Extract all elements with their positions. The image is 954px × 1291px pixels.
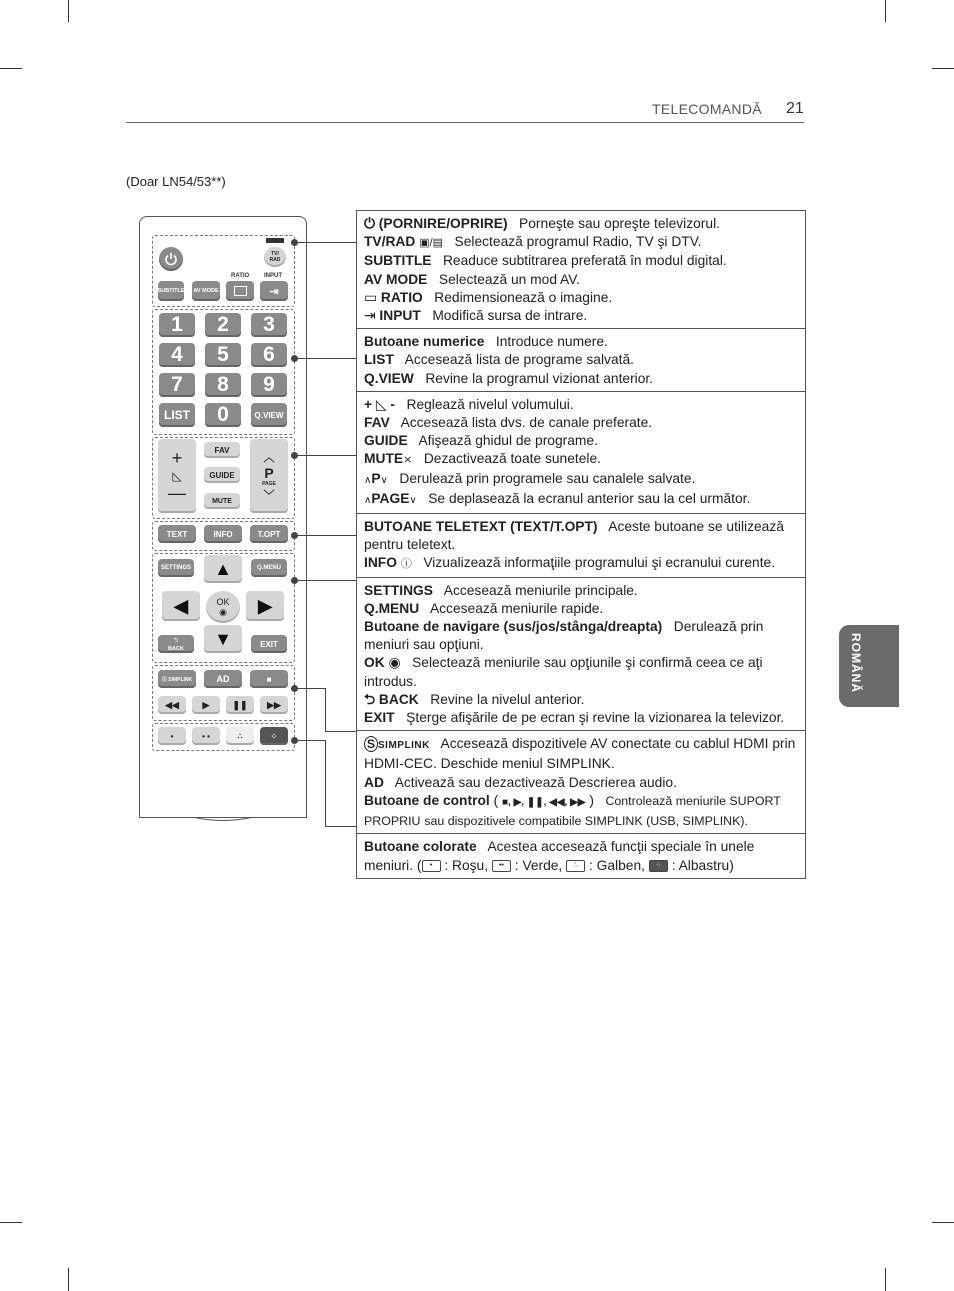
ad-button: AD <box>204 670 242 688</box>
crop-mark <box>68 1268 69 1291</box>
mute-icon: ⨯ <box>403 454 413 467</box>
power-desc: Porneşte sau opreşte televizorul. <box>519 216 720 231</box>
avmode-label: AV MODE <box>364 271 428 287</box>
digit-4-button: 4 <box>159 343 195 367</box>
digit-3-button: 3 <box>251 313 287 337</box>
settings-label: SETTINGS <box>364 582 433 598</box>
control-open-paren: ( <box>493 792 499 808</box>
blue-key-icon: ⁘ <box>649 860 668 872</box>
stop-icon: ■ <box>266 674 272 684</box>
exit-button: EXIT <box>251 635 287 653</box>
blue-button: ⁘ <box>260 727 288 745</box>
guide-button: GUIDE <box>204 467 240 483</box>
mute-button: MUTE <box>204 493 240 509</box>
mute-desc: Dezactivează toate sunetele. <box>423 451 601 467</box>
ok-label: OK <box>216 596 230 607</box>
power-label: (PORNIRE/OPRIRE) <box>378 216 508 231</box>
fastforward-button <box>260 696 288 714</box>
crop-mark <box>932 68 954 69</box>
ok-label: OK <box>364 655 385 671</box>
nav-desc: Derulează prin meniuri sau opţiuni. <box>364 619 764 653</box>
crop-mark <box>885 1268 886 1291</box>
connector-line <box>325 826 356 827</box>
tvrad-icon: ▣/▤ <box>419 237 444 250</box>
simplink-icon: S SIMPLINK <box>364 737 430 751</box>
tvrad-label: TV/RAD <box>364 234 416 250</box>
up-button <box>204 555 242 583</box>
vol-minus: - <box>390 396 395 412</box>
green-text: : Verde, <box>514 857 563 873</box>
info-icon: ⓘ <box>400 558 412 571</box>
section-title: TELECOMANDĂ <box>652 101 762 117</box>
qmenu-button: Q.MENU <box>251 559 287 577</box>
connector-line <box>295 688 325 689</box>
crop-mark <box>68 0 69 22</box>
chevron-up-icon: ∧ <box>364 474 372 486</box>
control-label: Butoane de control <box>364 792 490 808</box>
num-desc: Introduce numere. <box>495 334 608 350</box>
mute-label: MUTE <box>364 451 404 467</box>
connector-dot <box>291 355 298 362</box>
down-button <box>204 625 242 653</box>
red-button: • <box>158 727 186 745</box>
connector-line <box>325 688 326 731</box>
volume-rocker: + ◺ — <box>158 439 196 513</box>
list-desc: Accesează lista de programe salvată. <box>404 352 634 368</box>
table-row-numbers <box>357 329 805 392</box>
page-number: 21 <box>786 100 804 117</box>
simplink-logo: SIMPLINK <box>378 740 430 752</box>
fav-button: FAV <box>204 442 240 458</box>
tvrad-icon <box>266 238 284 243</box>
connector-line <box>295 535 356 536</box>
guide-label: GUIDE <box>364 433 408 449</box>
program-p-label: P <box>264 465 274 481</box>
back-label: BACK <box>168 645 184 652</box>
crop-mark <box>0 1222 22 1223</box>
blue-text: : Albastru) <box>671 857 734 873</box>
chevron-up-icon: ∧ <box>364 494 372 506</box>
back-button <box>158 635 194 653</box>
page-desc: Se deplasează la ecranul anterior sau la cel următor. <box>428 490 751 506</box>
connector-line <box>295 455 356 456</box>
digit-7-button: 7 <box>159 373 195 397</box>
ratio-label: RATIO <box>380 289 423 305</box>
p-label: P <box>371 470 381 486</box>
chevron-down-icon: ∨ <box>380 474 388 486</box>
connector-dot <box>291 532 298 539</box>
back-icon: ⮌ <box>364 691 376 707</box>
subtitle-label: SUBTITLE <box>364 253 432 269</box>
fav-label: FAV <box>364 415 390 431</box>
input-button <box>260 281 288 301</box>
ratio-desc: Redimensionează o imagine. <box>434 289 613 305</box>
down-arrow-icon: ▼ <box>214 628 232 649</box>
power-icon <box>164 252 178 266</box>
table-row-power <box>357 211 805 329</box>
ad-desc: Activează sau dezactivează Descrierea audio. <box>394 774 677 790</box>
power-icon: ⏻ <box>364 216 375 231</box>
pause-button <box>226 696 254 714</box>
digit-2-button: 2 <box>205 313 241 337</box>
exit-desc: Şterge afişările de pe ecran şi revine la vizionarea la televizor. <box>406 710 785 726</box>
left-arrow-icon: ◀ <box>174 595 188 616</box>
rewind-button <box>158 696 186 714</box>
table-row-volume <box>357 392 805 514</box>
text-button: TEXT <box>158 525 196 543</box>
connector-line <box>295 740 325 741</box>
language-tab-label: ROMÂNĂ <box>849 633 863 693</box>
connector-line <box>295 358 356 359</box>
topt-button: T.OPT <box>250 525 288 543</box>
language-tab <box>839 625 899 707</box>
table-row-navigation <box>357 578 805 732</box>
exit-label: EXIT <box>364 710 395 726</box>
green-key-icon: •• <box>492 860 511 872</box>
power-button <box>159 247 183 271</box>
digit-6-button: 6 <box>251 343 287 367</box>
rewind-icon: ◀◀ <box>165 699 179 710</box>
ad-label: AD <box>364 774 384 790</box>
list-button: LIST <box>159 403 195 427</box>
left-button <box>162 591 200 621</box>
digit-1-button: 1 <box>159 313 195 337</box>
qview-button: Q.VIEW <box>251 403 287 427</box>
red-text: : Roşu, <box>444 857 489 873</box>
digit-0-button: 0 <box>205 403 241 427</box>
fastforward-icon: ▶▶ <box>267 699 281 710</box>
table-row-control <box>357 731 805 834</box>
list-label: LIST <box>364 352 394 368</box>
crop-mark <box>0 68 22 69</box>
model-note: (Doar LN54/53**) <box>126 174 226 189</box>
control-icons: ■, ▶, ❚❚, ◀◀, ▶▶ <box>502 796 586 808</box>
right-arrow-icon: ▶ <box>258 595 272 616</box>
simplink-button <box>158 670 196 688</box>
qmenu-label: Q.MENU <box>364 600 420 616</box>
table-row-teletext <box>357 514 805 578</box>
connector-line <box>325 731 356 732</box>
control-desc: Controlează meniurile SUPORT PROPRIU <box>364 793 781 829</box>
play-button <box>192 696 220 714</box>
info-label: INFO <box>364 555 397 571</box>
ratio-icon: ▭ <box>364 289 378 305</box>
digit-9-button: 9 <box>251 373 287 397</box>
input-icon: ⇥ <box>364 308 376 324</box>
input-label: INPUT <box>264 273 282 279</box>
connector-dot <box>291 577 298 584</box>
num-label: Butoane numerice <box>364 334 485 350</box>
play-icon: ▶ <box>202 699 210 710</box>
ratio-button <box>226 281 254 301</box>
qmenu-desc: Accesează meniurile rapide. <box>429 600 604 616</box>
nav-label: Butoane de navigare (sus/jos/stânga/dreapta) <box>364 619 663 635</box>
up-arrow-icon: ▲ <box>214 558 232 579</box>
yellow-text: : Galben, <box>589 857 645 873</box>
ok-desc: Selectează meniurile sau opţiunile şi confirmă ceea ce aţi introdus. <box>364 655 763 689</box>
connector-dot <box>291 685 298 692</box>
connector-line <box>295 242 356 243</box>
guide-desc: Afişează ghidul de programe. <box>418 433 598 449</box>
input-icon: ⇥ <box>269 285 279 298</box>
program-page-label: PAGE <box>262 481 276 487</box>
connector-line <box>295 580 356 581</box>
ok-icon: ◉ <box>388 655 401 671</box>
vol-desc: Reglează nivelul volumului. <box>406 396 574 412</box>
teletext-desc: Aceste butoane se utilizează pentru teletext. <box>364 519 784 553</box>
back-arrow-icon: ⮌ <box>173 637 179 644</box>
qview-label: Q.VIEW <box>364 370 414 386</box>
crop-mark <box>932 1222 954 1223</box>
back-desc: Revine la nivelul anterior. <box>430 691 585 707</box>
input-desc: Modifică sursa de intrare. <box>432 308 588 324</box>
tvrad-button: TV/ RAD <box>264 247 286 267</box>
header-rule <box>126 122 804 123</box>
control-close-paren: ) <box>589 792 594 808</box>
subtitle-desc: Readuce subtitrarea preferată în modul digital. <box>442 253 727 269</box>
green-button: • • <box>192 727 220 745</box>
yellow-key-icon: ∴ <box>566 860 585 872</box>
ratio-label: RATIO <box>231 273 250 279</box>
p-desc: Derulează prin programele sau canalele salvate. <box>399 470 696 486</box>
stop-button <box>250 670 288 688</box>
program-rocker: ︿ P PAGE ﹀ <box>250 439 288 513</box>
connector-dot <box>291 239 298 246</box>
simplink-icon: Ⓢ SIMPLINK <box>161 676 193 683</box>
digit-5-button: 5 <box>205 343 241 367</box>
tvrad-desc: Selectează programul Radio, TV şi DTV. <box>454 234 702 250</box>
page-label: PAGE <box>371 490 410 506</box>
info-desc: Vizualizează informaţiile programului şi ecranului curente. <box>423 555 776 571</box>
connector-dot <box>291 737 298 744</box>
color-desc: Acestea accesează funcţii speciale în unele meniuri. ( <box>364 839 755 873</box>
input-label: INPUT <box>379 308 421 324</box>
ok-button: OK ◉ <box>206 591 240 623</box>
info-button: INFO <box>204 525 242 543</box>
ratio-icon <box>234 286 247 296</box>
right-button <box>246 591 284 621</box>
yellow-button: ∴ <box>226 727 254 745</box>
red-key-icon: • <box>422 860 441 872</box>
connector-dot <box>291 452 298 459</box>
connector-line <box>325 740 326 826</box>
chevron-down-icon: ∨ <box>409 494 417 506</box>
simplink-desc: Accesează dispozitivele AV conectate cu cablul HDMI prin HDMI-CEC. Deschide meniul SIMPLINK. <box>364 736 796 772</box>
teletext-label: BUTOANE TELETEXT (TEXT/T.OPT) <box>364 519 598 535</box>
table-row-colors <box>357 834 805 877</box>
crop-mark <box>885 0 886 22</box>
volume-icon: ◺ <box>375 396 387 412</box>
digit-8-button: 8 <box>205 373 241 397</box>
description-table <box>356 210 806 879</box>
avmode-desc: Selectează un mod AV. <box>438 271 581 287</box>
back-label: BACK <box>378 691 419 707</box>
color-label: Butoane colorate <box>364 839 477 855</box>
qview-desc: Revine la programul vizionat anterior. <box>425 370 654 386</box>
settings-button: SETTINGS <box>158 559 194 577</box>
remote-illustration <box>139 216 307 818</box>
avmode-button: AV MODE <box>192 281 220 301</box>
settings-desc: Accesează meniurile principale. <box>443 582 638 598</box>
fav-desc: Accesează lista dvs. de canale preferate. <box>400 415 653 431</box>
control-desc-2: sau dispozitivele compatibile SIMPLINK (USB, SIMPLINK). <box>424 814 748 829</box>
pause-icon: ❚❚ <box>232 699 248 710</box>
vol-plus: + <box>364 396 373 412</box>
subtitle-button: SUBTITLE <box>158 281 184 301</box>
